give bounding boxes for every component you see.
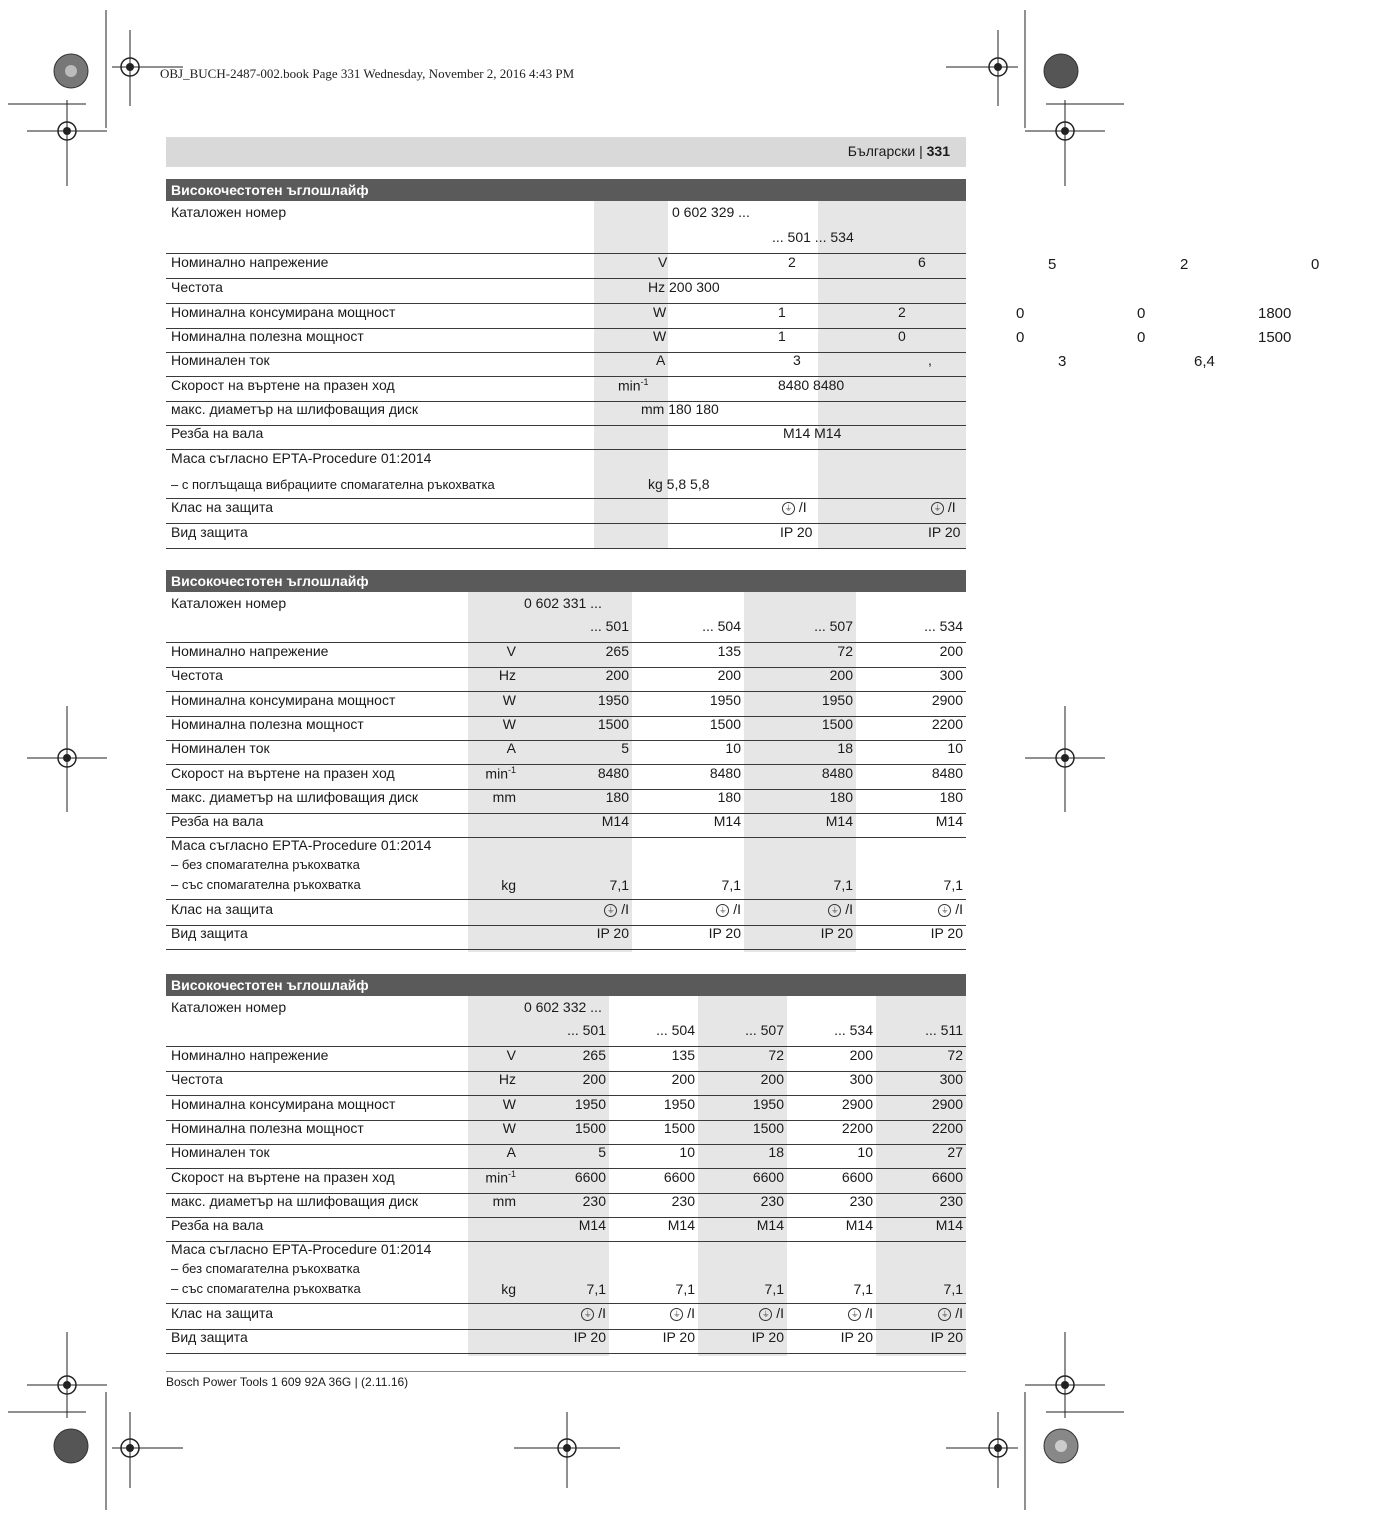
value: M14: [935, 813, 963, 830]
protection-class: [931, 499, 956, 515]
value: 265: [605, 643, 629, 659]
value: 6600: [841, 1168, 873, 1185]
table-row: [166, 813, 966, 838]
value: 200: [605, 667, 629, 684]
table-row: [166, 837, 966, 900]
table-row: [166, 595, 966, 617]
spec-table-1: [166, 179, 966, 551]
row-label: Скорост на въртене на празен ход: [171, 1168, 395, 1185]
value: mm 180 180: [641, 401, 719, 417]
row-label: Честота: [171, 279, 223, 295]
unit-text: W: [502, 1119, 516, 1136]
unit: [468, 740, 516, 756]
row-label: Номинално напрежение: [171, 643, 329, 659]
value: 10: [857, 1144, 873, 1161]
value: 230: [939, 1192, 963, 1209]
value: M14: [667, 1217, 695, 1234]
value: IP 20: [708, 925, 741, 941]
footer-rule: [166, 1371, 966, 1372]
value: IP 20: [751, 1329, 784, 1345]
table-row: [166, 1120, 966, 1145]
row-label: Маса съгласно EPTA-Procedure 01:2014: [171, 450, 432, 466]
unit-sup: -1: [507, 764, 516, 775]
value: 1500: [821, 715, 853, 732]
unit: kg: [501, 877, 516, 893]
unit: [468, 1144, 516, 1160]
row-label: Честота: [171, 667, 223, 684]
class-text: /I: [733, 901, 741, 917]
catalog-label: Каталожен номер: [171, 204, 287, 220]
table-row: [166, 254, 966, 279]
stray-value: 3: [1058, 353, 1067, 370]
value: IP 20: [820, 925, 853, 941]
class-text: /I: [798, 499, 807, 515]
value: 8480: [709, 764, 741, 781]
ground-icon: ⏚: [782, 502, 795, 515]
catalog-label: Каталожен номер: [171, 595, 287, 611]
table-row: [166, 1193, 966, 1218]
variant-number: ... 534: [924, 618, 963, 634]
row-label: макс. диаметър на шлифоващия диск: [171, 1192, 418, 1209]
unit: [468, 667, 516, 683]
class-text: /I: [955, 901, 963, 917]
unit: [618, 377, 649, 394]
table-row: [166, 643, 966, 668]
value: 2: [788, 254, 796, 270]
value: 300: [939, 667, 963, 684]
table-row: [166, 1241, 966, 1304]
unit: [468, 765, 516, 782]
value: M14: [578, 1217, 606, 1234]
row-label: Номинална полезна мощност: [171, 1119, 364, 1136]
class-text: /I: [687, 1305, 695, 1321]
value: Hz 200 300: [648, 279, 720, 295]
value: IP 20: [840, 1329, 873, 1345]
stray-value: 0: [1016, 329, 1025, 346]
protection-class: [520, 1305, 606, 1321]
value: 5: [598, 1144, 606, 1161]
value: 200: [760, 1071, 784, 1088]
unit-text: V: [506, 1047, 516, 1063]
value: 1950: [597, 691, 629, 708]
variant-number: ... 501: [567, 1022, 606, 1038]
value: 265: [582, 1047, 606, 1063]
row-label: Честота: [171, 1071, 223, 1088]
row-label: Вид защита: [171, 925, 248, 941]
catalog-value: 0 602 329 ...: [672, 204, 750, 220]
protection-class: [632, 901, 741, 917]
value: 1950: [574, 1095, 606, 1112]
value: 7,1: [675, 1281, 695, 1297]
table-row: [166, 524, 966, 549]
unit: V: [658, 254, 668, 270]
spec-table-3: [166, 974, 966, 1360]
value: ,: [928, 352, 932, 368]
table-row: [166, 1144, 966, 1169]
table-row: [166, 716, 966, 741]
class-text: /I: [845, 901, 853, 917]
value: 7,1: [943, 877, 963, 893]
value: 10: [679, 1144, 695, 1161]
value: 1950: [752, 1095, 784, 1112]
value: 1: [778, 328, 786, 344]
row-label: Номинален ток: [171, 1144, 270, 1161]
protection-class: [609, 1305, 695, 1321]
table-row: [166, 229, 966, 254]
row-label: макс. диаметър на шлифоващия диск: [171, 401, 418, 417]
value: 2200: [931, 715, 963, 732]
table-row: [166, 304, 966, 329]
stray-value: 0: [1016, 305, 1025, 322]
value: 230: [849, 1192, 873, 1209]
value: 8480: [821, 764, 853, 781]
value: 7,1: [853, 1281, 873, 1297]
stray-value: 0: [1137, 305, 1146, 322]
protection-class: [520, 901, 629, 917]
value: IP 20: [930, 925, 963, 941]
table-2-title: Високочестотен ъглошлайф: [166, 570, 966, 592]
table-row: [166, 499, 966, 524]
ground-icon: ⏚: [848, 1308, 861, 1321]
ground-icon: ⏚: [938, 904, 951, 917]
catalog-value: 0 602 331 ...: [524, 595, 602, 611]
table-row: [166, 328, 966, 353]
value: M14: [935, 1217, 963, 1234]
row-label: Скорост на въртене на празен ход: [171, 377, 395, 393]
value: 1950: [821, 691, 853, 708]
ground-icon: ⏚: [828, 904, 841, 917]
unit-text: W: [502, 691, 516, 708]
unit-text: min: [485, 765, 508, 782]
table-row: [166, 204, 966, 226]
class-text: /I: [621, 901, 629, 917]
unit-text: Hz: [498, 667, 516, 684]
class-text: /I: [776, 1305, 784, 1321]
value: 135: [717, 643, 741, 659]
unit: [468, 716, 516, 732]
row-label: Клас на защита: [171, 499, 273, 515]
value: 200: [849, 1047, 873, 1063]
row-label: Номинален ток: [171, 352, 270, 368]
ground-icon: ⏚: [938, 1308, 951, 1321]
value: 72: [768, 1047, 784, 1063]
unit: W: [653, 328, 667, 344]
table-row: [166, 789, 966, 814]
unit: [468, 1169, 516, 1186]
ground-icon: ⏚: [716, 904, 729, 917]
protection-class: [782, 499, 807, 515]
value: 180: [717, 788, 741, 805]
value: 200: [717, 667, 741, 684]
ground-icon: ⏚: [931, 502, 944, 515]
header-separator: |: [915, 143, 927, 159]
value: M14: [756, 1217, 784, 1234]
value: 8480: [931, 764, 963, 781]
stray-value: 1500: [1258, 329, 1292, 346]
value: 230: [760, 1192, 784, 1209]
page-number: 331: [926, 143, 950, 159]
value: kg 5,8 5,8: [648, 476, 710, 492]
catalog-label: Каталожен номер: [171, 999, 287, 1015]
table-row: [166, 377, 966, 402]
table-3-title: Високочестотен ъглошлайф: [166, 974, 966, 996]
protection-class: [856, 901, 963, 917]
value: 10: [725, 740, 741, 757]
variant-number: ... 504: [656, 1022, 695, 1038]
unit-text: min: [485, 1169, 508, 1186]
page-header-label: [848, 143, 950, 159]
protection-class: [744, 901, 853, 917]
table-row: [166, 765, 966, 790]
value: 6600: [752, 1168, 784, 1185]
unit: [468, 1193, 516, 1209]
spec-table-2: [166, 570, 966, 956]
value: 1500: [574, 1119, 606, 1136]
unit: [468, 643, 516, 659]
value: IP 20: [780, 524, 813, 540]
unit-sup: -1: [507, 1168, 516, 1179]
unit-text: min: [618, 377, 641, 394]
ground-icon: ⏚: [759, 1308, 772, 1321]
row-label: Резба на вала: [171, 813, 264, 830]
value: 8480: [597, 764, 629, 781]
stray-value: 5: [1048, 256, 1057, 273]
value: 230: [671, 1192, 695, 1209]
stray-value: 6,4: [1194, 353, 1215, 370]
value: 2200: [931, 1119, 963, 1136]
class-text: /I: [947, 499, 956, 515]
table-row: [166, 925, 966, 950]
row-label: Номинална полезна мощност: [171, 715, 364, 732]
catalog-value: 0 602 332 ...: [524, 999, 602, 1015]
value: 5: [621, 740, 629, 757]
variant-number: ... 511: [925, 1022, 963, 1038]
value: 1950: [709, 691, 741, 708]
row-label: Номинална консумирана мощност: [171, 691, 396, 708]
table-row: [166, 279, 966, 304]
unit-text: mm: [492, 788, 516, 805]
variant-number: ... 534: [834, 1022, 873, 1038]
table-row: [166, 450, 966, 499]
table-row: [166, 999, 966, 1021]
row-sublabel: – със спомагателна ръкохватка: [171, 1281, 361, 1296]
print-header: OBJ_BUCH-2487-002.book Page 331 Wednesday, November 2, 2016 4:43 PM: [160, 66, 575, 81]
row-label: макс. диаметър на шлифоващия диск: [171, 788, 418, 805]
value: 6600: [574, 1168, 606, 1185]
value: 72: [837, 643, 853, 659]
row-label: Номинален ток: [171, 740, 270, 757]
value: 300: [849, 1071, 873, 1088]
variant-number: ... 501: [590, 618, 629, 634]
table-row: [166, 1217, 966, 1242]
row-label: Маса съгласно EPTA-Procedure 01:2014: [171, 1241, 432, 1257]
class-text: /I: [598, 1305, 606, 1321]
unit: [468, 789, 516, 805]
value: 2900: [841, 1095, 873, 1112]
value: 8480 8480: [778, 377, 845, 393]
value: 180: [605, 788, 629, 805]
unit-text: Hz: [498, 1071, 516, 1088]
value: 6600: [931, 1168, 963, 1185]
table-row: [166, 1305, 966, 1330]
table-row: [166, 425, 966, 450]
value: 27: [947, 1144, 963, 1161]
unit: kg: [501, 1281, 516, 1297]
variant-numbers: ... 501 ... 534: [772, 229, 854, 245]
header-language: Български: [847, 143, 916, 159]
value: 7,1: [764, 1281, 784, 1297]
value: 7,1: [943, 1281, 963, 1297]
table-row: [166, 401, 966, 426]
page-header-bar: [166, 137, 966, 167]
stray-value: 0: [1311, 256, 1320, 273]
row-label: Скорост на въртене на празен ход: [171, 764, 395, 781]
table-row: [166, 352, 966, 377]
row-sublabel: – без спомагателна ръкохватка: [171, 857, 360, 872]
row-label: Номинално напрежение: [171, 254, 329, 270]
table-row: [166, 1071, 966, 1096]
value: 7,1: [586, 1281, 606, 1297]
table-row: [166, 740, 966, 765]
unit-text: W: [502, 715, 516, 732]
value: 2: [898, 304, 906, 320]
value: 1950: [663, 1095, 695, 1112]
row-label: Номинална консумирана мощност: [171, 1095, 396, 1112]
value: 0: [898, 328, 906, 344]
footer: Bosch Power Tools 1 609 92A 36G | (2.11.16): [166, 1375, 409, 1389]
unit-text: A: [506, 1144, 516, 1161]
value: IP 20: [573, 1329, 606, 1345]
row-label: Резба на вала: [171, 1217, 264, 1234]
unit-text: W: [502, 1095, 516, 1112]
row-sublabel: – без спомагателна ръкохватка: [171, 1261, 360, 1276]
ground-icon: ⏚: [670, 1308, 683, 1321]
row-label: Клас на защита: [171, 1305, 273, 1321]
value: 200: [939, 643, 963, 659]
class-text: /I: [865, 1305, 873, 1321]
value: 200: [829, 667, 853, 684]
value: 7,1: [833, 877, 853, 893]
value: 1500: [597, 715, 629, 732]
value: 1: [778, 304, 786, 320]
value: 18: [768, 1144, 784, 1161]
table-row: [166, 667, 966, 692]
value: 6600: [663, 1168, 695, 1185]
row-label: Вид защита: [171, 1329, 248, 1345]
class-text: /I: [955, 1305, 963, 1321]
table-row: [166, 1022, 966, 1047]
row-sublabel: – със спомагателна ръкохватка: [171, 877, 361, 892]
value: M14: [601, 813, 629, 830]
table-row: [166, 1047, 966, 1072]
value: 200: [671, 1071, 695, 1088]
unit: [468, 1071, 516, 1087]
value: 18: [837, 740, 853, 757]
stray-value: 0: [1137, 329, 1146, 346]
ground-icon: ⏚: [581, 1308, 594, 1321]
value: 1500: [663, 1119, 695, 1136]
value: IP 20: [930, 1329, 963, 1345]
row-label: Номинална полезна мощност: [171, 328, 364, 344]
value: 1500: [752, 1119, 784, 1136]
value: M14: [825, 813, 853, 830]
table-row: [166, 1096, 966, 1121]
row-label: Клас на защита: [171, 901, 273, 917]
row-label: Резба на вала: [171, 425, 264, 441]
variant-number: ... 507: [814, 618, 853, 634]
ground-icon: ⏚: [604, 904, 617, 917]
protection-class: [787, 1305, 873, 1321]
row-label: Маса съгласно EPTA-Procedure 01:2014: [171, 837, 432, 853]
unit-text: mm: [492, 1192, 516, 1209]
value: 7,1: [721, 877, 741, 893]
table-row: [166, 1329, 966, 1354]
row-label: Номинална консумирана мощност: [171, 304, 396, 320]
value: 3: [793, 352, 801, 368]
value: M14: [713, 813, 741, 830]
unit: [468, 692, 516, 708]
unit-sup: -1: [640, 377, 649, 387]
value: 230: [582, 1192, 606, 1209]
stray-value: 1800: [1258, 305, 1292, 322]
value: IP 20: [596, 925, 629, 941]
value: 10: [947, 740, 963, 757]
value: 1500: [709, 715, 741, 732]
table-row: [166, 692, 966, 717]
unit: [468, 1096, 516, 1112]
value: 200: [582, 1071, 606, 1088]
protection-class: [876, 1305, 963, 1321]
table-row: [166, 618, 966, 643]
value: 180: [829, 788, 853, 805]
unit: [468, 1120, 516, 1136]
value: 72: [947, 1047, 963, 1063]
value: 2200: [841, 1119, 873, 1136]
unit: W: [653, 304, 667, 320]
value: IP 20: [662, 1329, 695, 1345]
value: 135: [671, 1047, 695, 1063]
row-label: Номинално напрежение: [171, 1047, 329, 1063]
stray-value: 2: [1180, 256, 1189, 273]
value: 300: [939, 1071, 963, 1088]
unit-text: A: [506, 740, 516, 757]
table-row: [166, 1169, 966, 1194]
unit: [468, 1047, 516, 1063]
value: 2900: [931, 1095, 963, 1112]
value: 2900: [931, 691, 963, 708]
protection-class: [698, 1305, 784, 1321]
variant-number: ... 507: [745, 1022, 784, 1038]
value: M14 M14: [783, 425, 842, 441]
value: 6: [918, 254, 926, 270]
value: 180: [939, 788, 963, 805]
value: M14: [845, 1217, 873, 1234]
variant-number: ... 504: [702, 618, 741, 634]
table-1-title: Високочестотен ъглошлайф: [166, 179, 966, 201]
value: 7,1: [609, 877, 629, 893]
unit: A: [656, 352, 666, 368]
unit-text: V: [506, 643, 516, 659]
row-sublabel: – с поглъщаща вибрациите спомагателна ръкохватка: [171, 477, 495, 492]
row-label: Вид защита: [171, 524, 248, 540]
table-row: [166, 901, 966, 926]
value: IP 20: [928, 524, 961, 540]
